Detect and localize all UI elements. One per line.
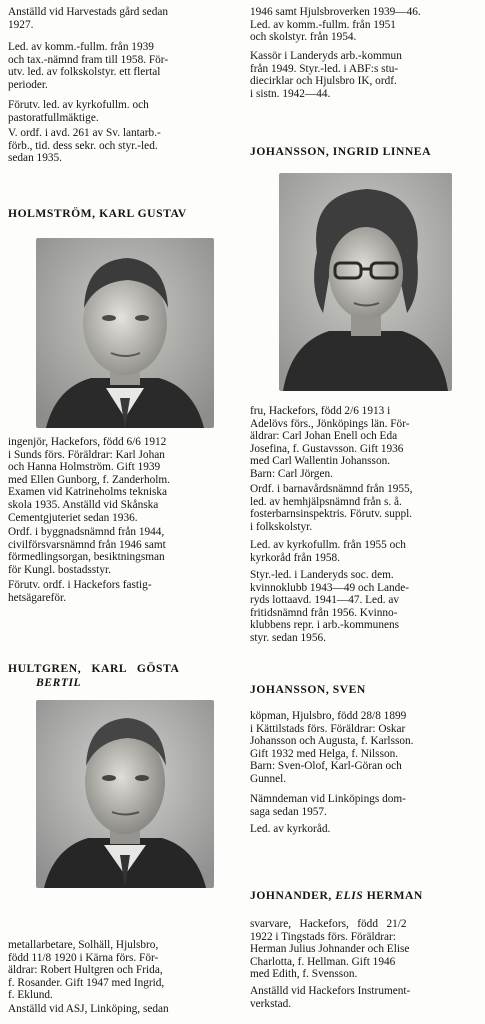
holmstrom-offices-paragraph: Ordf. i byggnadsnämnd från 1944, civilförsvarsnämnd från 1946 samt förmedlingsorgan, besiktningsman för Kungl. bostadsstyr. <box>8 526 166 576</box>
hultgren-treasurer-paragraph: Kassör i Landeryds arb.-kommun från 1949. Styr.-led. i ABF:s stu- diecirklar och Hjulsbro IK, ordf. i sistn. 1942—44. <box>250 50 402 100</box>
johansson-sven-church-paragraph: Led. av kyrkoråd. <box>250 823 331 835</box>
hultgren-biography-paragraph: metallarbetare, Solhäll, Hjulsbro, född 11/8 1920 i Kärna förs. För- äldrar: Robert Hultgren och Frida, f. Rosander. Gift 1947 med Ingrid, f. Eklund. <box>8 939 165 1002</box>
holmstrom-heading: HOLMSTRÖM, KARL GUSTAV <box>8 207 187 220</box>
church-council-paragraph: Förutv. led. av kyrkofullm. och pastoratfullmäktige. <box>8 99 149 124</box>
hultgren-heading-name: HULTGREN, KARL GÖSTA <box>8 662 180 675</box>
johansson-ingrid-committees-paragraph: Ordf. i barnavårdsnämnd från 1955, led. av hemhjälpsnämnd från s. å. fosterbarnsinspektris. Förutv. suppl. i folkskolstyr. <box>250 483 413 533</box>
holmstrom-former-chair-paragraph: Förutv. ordf. i Hackefors fastig- hetsägareför. <box>8 579 152 604</box>
union-chair-paragraph: V. ordf. i avd. 261 av Sv. lantarb.- förb., tid. dess sekr. och styr.-led. sedan 1935. <box>8 127 161 165</box>
johnander-heading-middle-name: HERMAN <box>363 889 423 902</box>
johansson-ingrid-club-paragraph: Styr.-led. i Landeryds soc. dem. kvinnoklubb 1943—49 och Lande- ryds lottaavd. 1941—47. Led. av fritidsnämnd från 1956. Kvinno- klubbens repr. i arb.-kommunens styr. sedan 1956. <box>250 569 410 644</box>
hultgren-heading <box>8 662 179 690</box>
hultgren-employment-paragraph: Anställd vid ASJ, Linköping, sedan <box>8 1003 169 1015</box>
johnander-biography-paragraph: svarvare, Hackefors, född 21/2 1922 i Tingstads förs. Föräldrar: Herman Julius Johnander och Elise Charlotta, f. Hellman. Gift 1946 med Edith, f. Svensson. <box>250 918 410 981</box>
council-membership-paragraph: Led. av komm.-fullm. från 1939 och tax.-nämnd fram till 1958. För- utv. led. av folkskolstyr. ett flertal perioder. <box>8 41 169 91</box>
johnander-employment-paragraph: Anställd vid Hackefors Instrument- verkstad. <box>250 985 411 1010</box>
johansson-sven-heading: JOHANSSON, SVEN <box>250 683 366 696</box>
johansson-ingrid-heading: JOHANSSON, INGRID LINNEA <box>250 145 432 158</box>
johnander-heading <box>250 889 423 902</box>
holmstrom-portrait-photo <box>36 238 214 428</box>
harvestad-employment-paragraph: Anställd vid Harvestads gård sedan 1927. <box>8 6 168 31</box>
johansson-ingrid-portrait-photo <box>279 173 452 391</box>
johansson-sven-biography-paragraph: köpman, Hjulsbro, född 28/8 1899 i Kättilstads förs. Föräldrar: Oskar Johansson och Augusta, f. Karlsson. Gift 1932 med Helga, f. Nilsson. Barn: Sven-Olof, Karl-Göran och Gunnel. <box>250 710 414 785</box>
johansson-sven-juror-paragraph: Nämndeman vid Linköpings dom- saga sedan 1957. <box>250 793 406 818</box>
hultgren-continued-paragraph: 1946 samt Hjulsbroverken 1939—46. Led. av komm.-fullm. från 1951 och skolstyr. från 1954. <box>250 6 421 44</box>
johansson-ingrid-church-paragraph: Led. av kyrkofullm. från 1955 och kyrkoråd från 1958. <box>250 539 406 564</box>
johnander-heading-surname: JOHNANDER, <box>250 889 336 902</box>
holmstrom-biography-paragraph: ingenjör, Hackefors, född 6/6 1912 i Sunds förs. Föräldrar: Karl Johan och Hanna Holmström. Gift 1939 med Ellen Gunborg, f. Zanderholm. Examen vid Katrineholms tekniska skola 1935. Anställd vid Skånska Cementgjuteriet sedan 1936. <box>8 436 170 524</box>
johnander-heading-given-name: ELIS <box>335 889 364 902</box>
johansson-ingrid-biography-paragraph: fru, Hackefors, född 2/6 1913 i Adelövs förs., Jönköpings län. För- äldrar: Carl Johan Enell och Eda Josefina, f. Gustavsson. Gift 1936 med Carl Wallentin Johansson. Barn: Carl Jörgen. <box>250 405 410 480</box>
hultgren-portrait-photo <box>36 700 214 888</box>
hultgren-heading-given-name: BERTIL <box>36 676 82 689</box>
